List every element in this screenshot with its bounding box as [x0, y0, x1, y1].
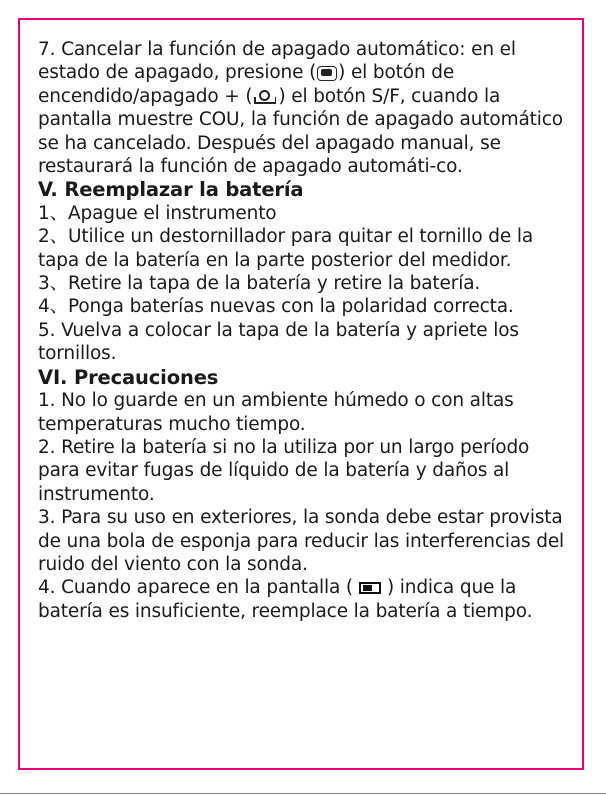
fs-button-icon — [317, 66, 337, 81]
precaution-1: 1. No lo guarde en un ambiente húmedo o con altas temperaturas mucho tiempo. — [38, 390, 514, 435]
precautions-section-heading: VI. Precauciones — [38, 365, 219, 389]
manual-page-content — [38, 38, 568, 623]
battery-section-heading: V. Reemplazar la batería — [38, 178, 304, 202]
battery-step-1: 1、Apague el instrumento — [38, 202, 277, 224]
auto-off-text-1: 7. Cancelar la función de apagado automático: en el estado de apagado, presione ( — [38, 39, 516, 84]
power-button-icon — [254, 89, 276, 105]
precaution-4-text-b: ) indica que la batería es insuficiente, reemplace la batería a tiempo. — [38, 577, 533, 622]
auto-off-paragraph — [38, 38, 568, 178]
precaution-2: 2. Retire la batería si no la utiliza por un largo período para evitar fugas de líquido de la batería y daños al instrumento. — [38, 436, 530, 505]
auto-off-text-3: ) el botón S/F, cuando la pantalla muestre COU, la función de apagado automático se ha cancelado. Después del apagado manual, se restaurará la función de apagado automáti-co. — [38, 85, 563, 178]
battery-step-4: 4、Ponga baterías nuevas con la polaridad correcta. — [38, 296, 514, 318]
battery-step-2: 2、Utilice un destornillador para quitar el tornillo de la tapa de la batería en la parte posterior del medidor. — [38, 226, 534, 271]
low-battery-icon — [359, 582, 381, 594]
page-bottom-rule — [0, 793, 606, 794]
precaution-4 — [38, 576, 568, 623]
auto-off-text-2: ) el botón de encendido/apagado + ( — [38, 62, 455, 107]
precaution-3: 3. Para su uso en exteriores, la sonda debe estar provista de una bola de esponja para reducir las interferencias del ruido del viento con la sonda. — [38, 507, 565, 575]
precaution-4-text-a: 4. Cuando aparece en la pantalla ( — [38, 577, 353, 599]
battery-step-5: 5. Vuelva a colocar la tapa de la batería y apriete los tornillos. — [38, 319, 519, 365]
battery-step-3: 3、Retire la tapa de la batería y retire la batería. — [38, 273, 481, 295]
